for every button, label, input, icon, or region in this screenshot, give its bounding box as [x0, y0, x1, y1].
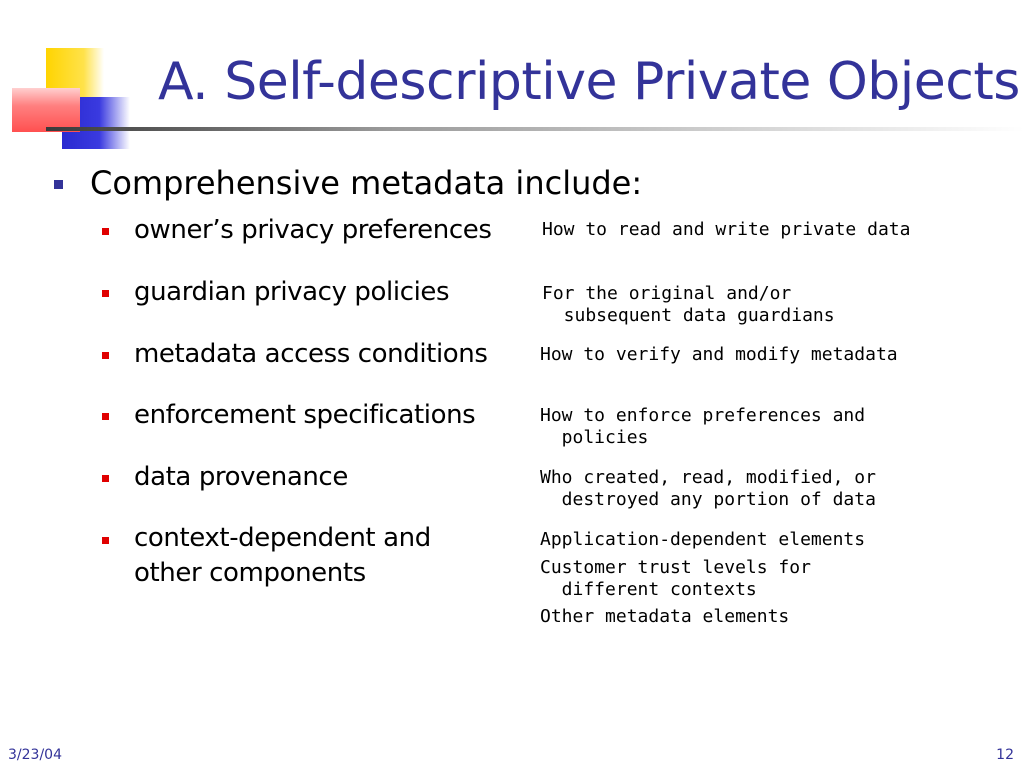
item-label: data provenance [134, 462, 348, 492]
footer-date: 3/23/04 [8, 747, 62, 763]
item-label-line2: other components [134, 558, 366, 588]
item-note: Customer trust levels for different contexts [540, 557, 811, 600]
main-point: Comprehensive metadata include: [90, 164, 643, 202]
item-note: How to verify and modify metadata [540, 344, 898, 365]
title-underline [46, 127, 1024, 131]
item-note: Other metadata elements [540, 606, 790, 627]
level2-bullet [102, 475, 109, 482]
item-note: How to read and write private data [542, 219, 911, 240]
item-label: metadata access conditions [134, 339, 488, 369]
item-note: For the original and/or subsequent data guardians [542, 283, 835, 326]
logo-red-square [12, 88, 80, 132]
level2-bullet [102, 537, 109, 544]
level1-bullet [54, 180, 63, 189]
slide-title: A. Self-descriptive Private Objects [158, 52, 1020, 112]
level2-bullet [102, 413, 109, 420]
level2-bullet [102, 228, 109, 235]
item-note: How to enforce preferences and policies [540, 405, 866, 448]
item-note: Application-dependent elements [540, 529, 866, 550]
level2-bullet [102, 352, 109, 359]
item-label-line1: context-dependent and [134, 523, 431, 553]
level2-bullet [102, 290, 109, 297]
page-number: 12 [996, 747, 1014, 763]
item-note: Who created, read, modified, or destroyed any portion of data [540, 467, 876, 510]
item-label: owner’s privacy preferences [134, 215, 492, 245]
item-label: enforcement specifications [134, 400, 476, 430]
item-label: guardian privacy policies [134, 277, 450, 307]
